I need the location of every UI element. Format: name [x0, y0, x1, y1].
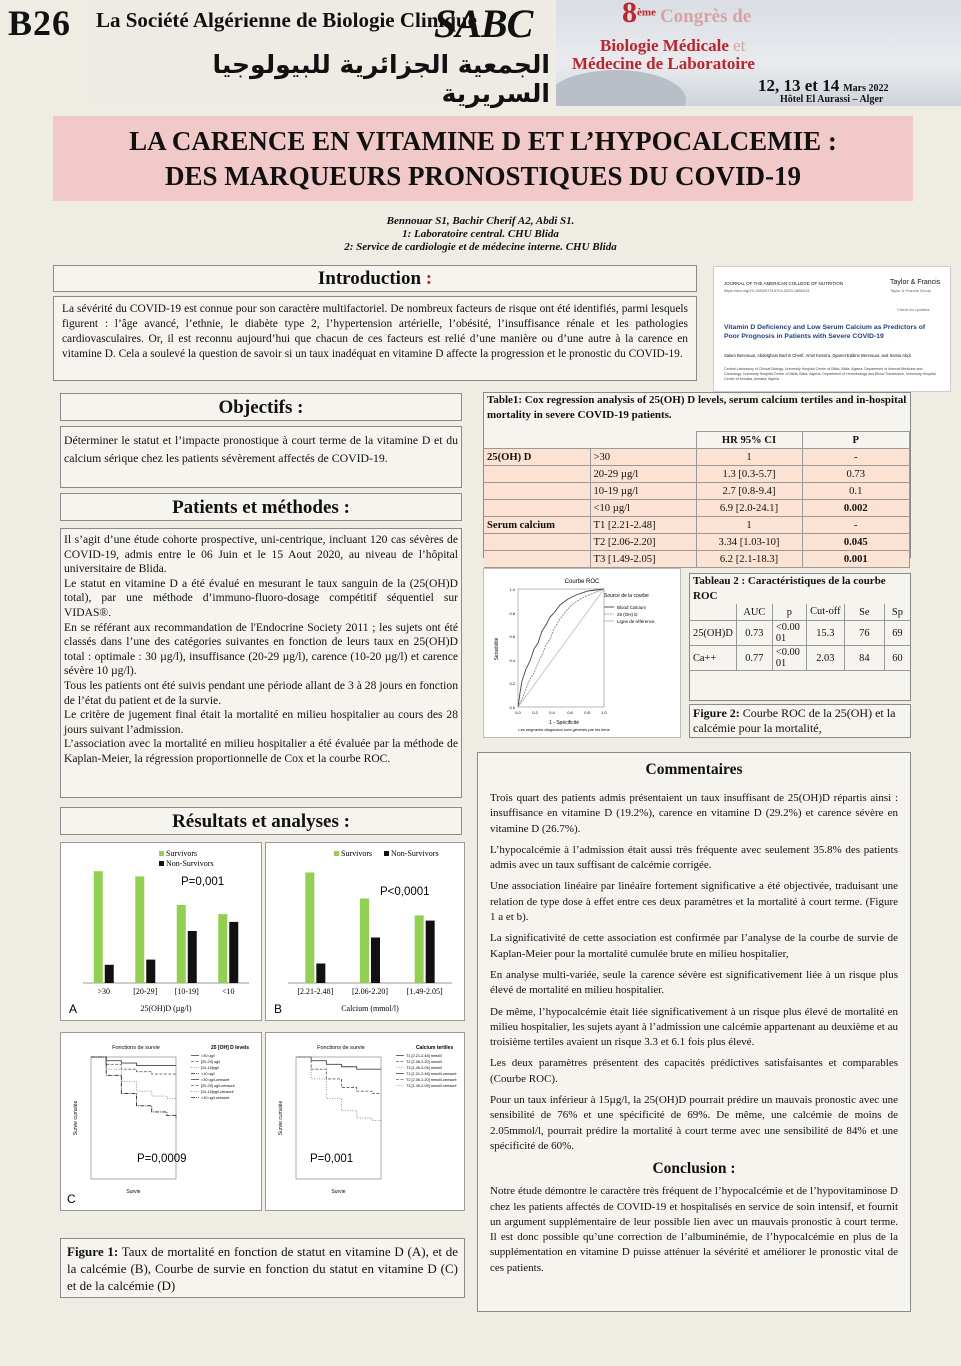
table1-p: 0.045	[802, 534, 910, 551]
table1-cat: T2 [2.06-2.20]	[590, 534, 696, 551]
fig1-text: Taux de mortalité en fonction de statut en vitamine D (A), et de la calcémie (B), Courbe de survie en fonction du statut en vitamine D (C) et de la calcémie (D)	[67, 1244, 458, 1293]
roc-ytick: 0.6	[509, 634, 515, 639]
survival-chart-c	[60, 1032, 262, 1211]
comments-p5: En analyse multi-variée, seule la carence sévère est significativement liée à un risque plus élevé de mortalité en milieu hospitalier.	[490, 968, 898, 997]
table1-group: 25(OH) D	[484, 449, 590, 466]
congress-edition: 8ème Congrès de	[622, 0, 752, 29]
methods-box	[60, 528, 462, 798]
table2-header	[690, 604, 736, 621]
methods-p5: Le critère de jugement final était la mortalité en milieu hospitalier au cours des 28 jours suivant l’admission.	[64, 708, 458, 736]
p-value-annotation: P=0,001	[310, 1153, 354, 1165]
society-banner	[90, 0, 550, 106]
bar-survivors	[218, 914, 227, 983]
table-row	[484, 500, 910, 517]
legend-non-survivors: Non-Survivors	[391, 849, 439, 858]
bar-non-survivors	[316, 964, 325, 984]
comments-p8: Pour un taux inférieur à 15µg/l, la 25(OH)D pourrait prédire un mauvais pronostic avec une sensibilité de 76% et une spécificité de 69%. De même, une calcémie de moins de 2.05mmol/l, pourrait prédire la mortalité à court terme avec une sensibilité de 84% et une spécificité de 60%.	[490, 1094, 898, 1152]
roc-ytick: 1.0	[509, 587, 515, 592]
roc-reference-line	[518, 589, 604, 707]
x-tick-label: [2.06-2.20]	[352, 987, 388, 996]
roc-xtick: 1.0	[601, 710, 607, 715]
bar-chart-b-svg	[266, 843, 464, 1020]
x-tick-label: >30	[97, 987, 111, 996]
table1-p: 0.73	[802, 466, 910, 483]
objectifs-heading: Objectifs :	[60, 393, 462, 421]
table2-header: p	[772, 604, 806, 621]
table1-col-hr: HR 95% CI	[696, 432, 802, 449]
congress-line1: Biologie Médicale et	[600, 36, 746, 55]
survival-chart-d-svg	[266, 1033, 464, 1210]
table1-p: 0.1	[802, 483, 910, 500]
fig2-text: Courbe ROC de la 25(OH) et la calcémie pour la mortalité,	[693, 706, 896, 735]
table1-group	[484, 483, 590, 500]
chart-title: Fonctions de survie	[112, 1045, 160, 1051]
bar-chart-a-svg	[61, 843, 261, 1020]
bar-non-survivors	[371, 938, 380, 984]
article-thumbnail	[713, 266, 951, 392]
legend-entry: >30 ug/l-censuré	[201, 1078, 230, 1082]
intro-box	[53, 296, 697, 381]
table1-hr: 1.3 [0.3-5.7]	[696, 466, 802, 483]
table1-header-row	[484, 432, 910, 449]
table1-group	[484, 466, 590, 483]
p-value-annotation: P=0,0009	[137, 1153, 187, 1165]
roc-title: Courbe ROC	[564, 579, 600, 585]
roc-ylabel: Sensibilité	[494, 637, 500, 661]
survival-curve	[296, 1057, 381, 1069]
table2-cell: 25(OH)D	[690, 621, 736, 646]
legend-entry: T3 [1.49-2.05] mmol/l-censuré	[406, 1084, 457, 1088]
bar-survivors	[177, 905, 186, 983]
table2	[690, 604, 910, 671]
bar-chart-a	[60, 842, 262, 1021]
legend-survivors: Survivors	[166, 849, 198, 858]
legend-swatch-non-survivors	[159, 861, 164, 866]
roc-svg	[484, 569, 682, 739]
panel-label: A	[69, 1002, 78, 1016]
legend-entry: [20-29] ug/l-censuré	[201, 1084, 235, 1088]
x-tick-label: [20-29]	[133, 987, 158, 996]
roc-legend-title: Source de la courbe	[604, 593, 649, 599]
title-line-2: DES MARQUEURS PRONOSTIQUES DU COVID-19	[164, 161, 802, 191]
bar-survivors	[305, 873, 314, 984]
table1-cat: <10 µg/l	[590, 500, 696, 517]
society-logo: SABC	[434, 1, 533, 46]
bar-survivors	[135, 876, 144, 983]
table1-cat: 10-19 µg/l	[590, 483, 696, 500]
panel-label: B	[274, 1002, 283, 1016]
methods-p1: Il s’agit d’une étude cohorte prospective, uni-centrique, incluant 120 cas sévères de COVID-19, admis entre le 06 Juin et le 15 Aout 2020, au niveau de l’hôpital universitaire de Blida.	[64, 533, 458, 576]
x-axis-label: Survie	[331, 1189, 346, 1195]
affiliation-2: 2: Service de cardiologie et de médecine interne. CHU Blida	[344, 241, 617, 253]
roc-legend-vitd: 25 (OH) D	[617, 612, 638, 617]
methods-p4: Tous les patients ont été suivis pendant une période allant de 3 à 28 jours en fonction de l’état du patient et de la survie.	[64, 678, 458, 707]
legend-entry: T1 [2.21-2.48] mmol/l-censuré	[406, 1072, 457, 1076]
legend-entry: <10 ug/l-censuré	[201, 1096, 230, 1100]
table-row	[484, 483, 910, 500]
congress-banner	[556, 0, 961, 106]
legend-entry: T2 [2.06-2.20] mmol/l	[406, 1060, 442, 1064]
survival-curve	[91, 1057, 176, 1118]
table2-caption: Tableau 2 : Caractéristiques de la courbe ROC	[693, 575, 886, 602]
table1-hr: 2.7 [0.8-9.4]	[696, 483, 802, 500]
x-axis-label: Calcium (mmol/l)	[341, 1004, 399, 1013]
table1-p: -	[802, 449, 910, 466]
table2-cell: 69	[884, 621, 910, 646]
roc-footnote: Les segments diagonaux sont générés par les liens	[518, 727, 610, 732]
table1-hr: 1	[696, 449, 802, 466]
intro-heading: Introduction :	[53, 265, 697, 292]
article-check: Check for updates	[897, 307, 930, 312]
legend-entry: [10-19]ug/l-censuré	[201, 1090, 234, 1094]
article-journal: JOURNAL OF THE AMERICAN COLLEGE OF NUTRITION	[724, 281, 844, 286]
roc-yticks	[509, 587, 515, 710]
table-row	[484, 534, 910, 551]
legend-swatch-survivors	[334, 851, 339, 856]
table2-cell: 84	[844, 646, 884, 671]
congress-venue: Hôtel El Aurassi – Alger	[780, 94, 884, 105]
fig2-label: Figure 2:	[693, 706, 740, 720]
roc-xtick: 0.6	[567, 710, 573, 715]
table1-cat: >30	[590, 449, 696, 466]
survival-curve	[296, 1057, 381, 1120]
legend-title: Calcium tertiles	[416, 1045, 454, 1051]
comments-p6: De même, l’hypocalcémie était liée significativement à un risque plus élevé de mortalité en milieu hospitalier, les sujets ayant à l’admission une calcémie appartenant au deuxième et au troisième tertiles avaient un risque 3.3 et 6.1 fois plus élevé.	[490, 1005, 898, 1049]
table1-group	[484, 534, 590, 551]
objectifs-text: Déterminer le statut et l’impacte pronostique à court terme de la vitamine D et du calcium sérique chez les patients sévèrement affectés de COVID-19.	[64, 433, 458, 465]
roc-ytick: 0.2	[509, 681, 515, 686]
bar-survivors	[94, 871, 103, 983]
table1	[484, 431, 910, 568]
table2-header-row	[690, 604, 910, 621]
congress-line2: Médecine de Laboratoire	[572, 54, 755, 73]
comments-p7: Les deux paramètres présentent des capacités prédictives satisfaisantes et comparables (Courbe ROC).	[490, 1057, 898, 1085]
table1-group: Serum calcium	[484, 517, 590, 534]
bar-non-survivors	[105, 965, 114, 983]
authors-block	[0, 215, 961, 254]
table1-group	[484, 551, 590, 568]
table1-hr: 6.2 [2.1-18.3]	[696, 551, 802, 568]
title-line-1: LA CARENCE EN VITAMINE D ET L’HYPOCALCEMIE :	[129, 126, 837, 156]
table-row	[690, 646, 910, 671]
roc-xlabel: 1 - Spécificité	[548, 720, 580, 726]
table2-cell: 0.73	[736, 621, 772, 646]
survival-curve	[296, 1057, 381, 1094]
table2-cell: 0.77	[736, 646, 772, 671]
roc-xtick: 0.4	[549, 710, 555, 715]
bar-chart-b	[265, 842, 465, 1021]
objectifs-box	[60, 426, 462, 488]
panel-label: C	[67, 1192, 76, 1206]
x-axis-label: Survie	[126, 1189, 141, 1195]
table1-block	[483, 392, 911, 565]
article-authors: Salam Bennouar, Abdelghani Bachir Cherif, Amel Kessira, Djamel-Eddine Bennouar, and Samia Abdi	[724, 353, 911, 358]
table1-hr: 6.9 [2.0-24.1]	[696, 500, 802, 517]
article-publisher-sub: Taylor & Francis Group	[890, 288, 931, 293]
roc-xtick: 0.0	[515, 710, 521, 715]
table1-p: -	[802, 517, 910, 534]
bar-non-survivors	[229, 922, 238, 983]
comments-heading: Commentaires	[645, 761, 743, 778]
table-row	[484, 517, 910, 534]
legend-entry: T1 [2.21-2.48] mmol/l	[406, 1054, 442, 1058]
p-value-annotation: P=0,001	[181, 876, 225, 888]
fig1-label: Figure 1:	[67, 1244, 119, 1259]
comments-p2: L’hypocalcémie à l’admission était aussi très fréquente avec seulement 35.8% des patients admis avec un taux suffisant de calcémie corrigée.	[490, 843, 898, 872]
methods-p6: L’association avec la mortalité en milieu hospitalier a été évaluée par la méthode de Kaplan-Meier, la régression proportionnelle de Cox et la courbe ROC.	[64, 737, 458, 765]
affiliation-1: 1: Laboratoire central. CHU Blida	[402, 228, 559, 240]
comments-p4: La significativité de cette association est confirmée par l’analyse de la courbe de survie de Kaplan-Meier pour la mortalité cumulée brute en milieu hospitalier,	[490, 932, 898, 960]
comments-box	[477, 752, 911, 1312]
article-publisher: Taylor & Francis	[890, 279, 941, 286]
legend-entry: T2 [2.06-2.20] mmol/l-censuré	[406, 1078, 457, 1082]
congress-dates: 12, 13 et 14 Mars 2022	[758, 76, 889, 95]
x-axis-label: 25(OH)D (µg/l)	[140, 1004, 192, 1013]
methods-p3: En se référant aux recommandation de l'Endocrine Society 2011 ; les sujets ont été classés dans l’une des catégories suivantes en fonction de leurs taux en 25(OH)D total : optimale : 30 µg/l), insuffisance (20-29 µg/l), carence (10-20 µg/l) et carence sévère 10 µg/l).	[64, 620, 458, 678]
table1-p: 0.001	[802, 551, 910, 568]
table2-cell: <0.0001	[772, 646, 806, 671]
bar-non-survivors	[146, 960, 155, 983]
building-silhouette	[556, 70, 686, 106]
roc-xticks	[515, 710, 607, 715]
society-name-ar: الجمعية الجزائرية للبيولوجيا السريرية	[212, 50, 550, 108]
poster-title	[53, 116, 913, 201]
table-row	[690, 621, 910, 646]
society-name-fr: La Société Algérienne de Biologie Clinique	[96, 8, 477, 32]
conclusion-text: Notre étude démontre le caractère très fréquent de l’hypocalcémie et de l’hypovitaminose D chez les patients affectés de COVID-19 et hospitalisés en service de soin intensif, et fournit un argument supplémentaire de leur possible lien avec un mauvais pronostic à court terme. Il est donc possible qu’une correction de l’albuminémie, de l’hypocalcémie en plus de la supplémentation en vitamine D puisse atténuer la sévérité et améliorer le pronostic vital de ces patients.	[490, 1185, 898, 1274]
bar-survivors	[415, 915, 424, 983]
survival-chart-d	[265, 1032, 465, 1211]
table-row	[484, 551, 910, 568]
legend-entry: T3 [1.49-2.05] mmol/l	[406, 1066, 442, 1070]
table2-header: Cut-off	[806, 604, 844, 621]
table1-hr: 3.34 [1.03-10]	[696, 534, 802, 551]
table2-block	[689, 573, 911, 701]
x-tick-label: [1.49-2.05]	[406, 987, 443, 996]
roc-figure	[483, 568, 681, 738]
table2-header: Sp	[884, 604, 910, 621]
fig2-caption	[689, 704, 911, 738]
table2-cell: 76	[844, 621, 884, 646]
legend-entry: >30 ug/l	[201, 1054, 215, 1058]
roc-legend-calcium: Blood Calcium	[617, 605, 647, 610]
y-axis-label: Survie cumulée	[278, 1100, 284, 1136]
roc-ytick: 0.4	[509, 658, 515, 663]
article-doi: https://doi.org/10.1080/07315724.2020.1856013	[724, 288, 810, 293]
table2-cell: 15.3	[806, 621, 844, 646]
table1-cat: T3 [1.49-2.05]	[590, 551, 696, 568]
comments-p3: Une association linéaire par linéaire fortement significative a été objectivée, traduisant une relation de type dose à effet entre ces deux paramètres et la mortalité à court terme. (Figure 1 a et b).	[490, 880, 898, 924]
methods-p2: Le statut en vitamine D a été évalué en mesurant le taux sanguin de la (25(OH)D total), par une méthode d’immuno-fluoro-dosage compétitif séquentiel sur VIDAS®.	[64, 576, 458, 619]
intro-text: La sévérité du COVID-19 est connue pour son caractère multifactoriel. De nombreux facteurs de risque ont été identifiés, parmi lesquels figurent : l’âge avancé, l’ethnie, le diabète type 2, l’hypertension artérielle, l’obésité, l’insuffisance rénale et les pathologies cardiovasculaires. Or, il est reconnu aujourd’hui que chacun de ces facteurs est relié d’une manière ou d’une autre à la carence en vitamine D. Cela a soulevé la question de savoir si un taux inadéquat en vitamine D affecte la progression et le pronostic du COVID-19.	[62, 303, 688, 360]
legend-non-survivors: Non-Survivors	[166, 859, 214, 868]
legend-entry: <10 ug/l	[201, 1072, 215, 1076]
table1-cat: 20-29 µg/l	[590, 466, 696, 483]
table2-header: AUC	[736, 604, 772, 621]
y-axis-label: Survie cumulée	[73, 1100, 79, 1136]
roc-xtick: 0.8	[584, 710, 590, 715]
p-value-annotation: P<0,0001	[380, 886, 430, 898]
x-tick-label: [2.21-2.48]	[297, 987, 334, 996]
legend-entry: [10-19]ug/l	[201, 1066, 219, 1070]
roc-ytick: 0.0	[509, 705, 515, 710]
x-tick-label: [10-19]	[174, 987, 199, 996]
article-affil: Central Laboratory of Clinical Biology, University Hospital Center of Blida, Blida, Algeria; Department of Internal Medicine and Cardiology, University Hospital Center of Blida, Blida, Algeria; Department of Hemobiology and Blood Transfusion, University Hospital Center of Annaba, Annaba, Algeria	[724, 367, 936, 381]
table1-col-p: P	[802, 432, 910, 449]
table1-hr: 1	[696, 517, 802, 534]
roc-ytick: 0.8	[509, 611, 515, 616]
fig1-caption	[60, 1238, 465, 1298]
legend-swatch-survivors	[159, 851, 164, 856]
bar-non-survivors	[426, 921, 435, 983]
poster-code: B26	[8, 3, 72, 43]
table-row	[484, 466, 910, 483]
legend-swatch-non-survivors	[384, 851, 389, 856]
methods-heading: Patients et méthodes :	[60, 493, 462, 521]
conclusion-heading: Conclusion :	[652, 1160, 736, 1178]
results-heading: Résultats et analyses :	[60, 807, 462, 835]
table1-cat: T1 [2.21-2.48]	[590, 517, 696, 534]
survival-chart-c-svg	[61, 1033, 261, 1210]
bar-non-survivors	[188, 931, 197, 983]
chart-title: Fonctions de survie	[317, 1045, 365, 1051]
legend-survivors: Survivors	[341, 849, 373, 858]
x-tick-label: <10	[221, 987, 235, 996]
table1-group	[484, 500, 590, 517]
table2-header: Se	[844, 604, 884, 621]
article-title: Vitamin D Deficiency and Low Serum Calcium as Predictors of Poor Prognosis in Patients with Severe COVID-19	[724, 324, 926, 340]
roc-legend-ref: Ligne de référence	[617, 619, 655, 624]
table2-cell: 60	[884, 646, 910, 671]
legend-entry: [20-29] ug/l	[201, 1060, 220, 1064]
bar-survivors	[360, 899, 369, 984]
legend-title: 25 [OH] D levels	[211, 1045, 250, 1051]
table-row	[484, 449, 910, 466]
table2-cell: 2.03	[806, 646, 844, 671]
table1-p: 0.002	[802, 500, 910, 517]
survival-curve	[91, 1057, 176, 1066]
roc-xtick: 0.2	[532, 710, 538, 715]
table1-caption: Table1: Cox regression analysis of 25(OH) D levels, serum calcium tertiles and in-hospital mortality in severe COVID-19 patients.	[487, 394, 907, 421]
table2-cell: <0.0001	[772, 621, 806, 646]
author-names: Bennouar S1, Bachir Cherif A2, Abdi S1.	[386, 215, 575, 227]
comments-p1: Trois quart des patients admis présentaient un taux insuffisant de 25(OH)D répartis ainsi : insuffisance en vitamine D (19.2%), carence en vitamine D (29.2%) et carence sévère en vitamine D (26.7%).	[490, 792, 898, 835]
table2-cell: Ca++	[690, 646, 736, 671]
